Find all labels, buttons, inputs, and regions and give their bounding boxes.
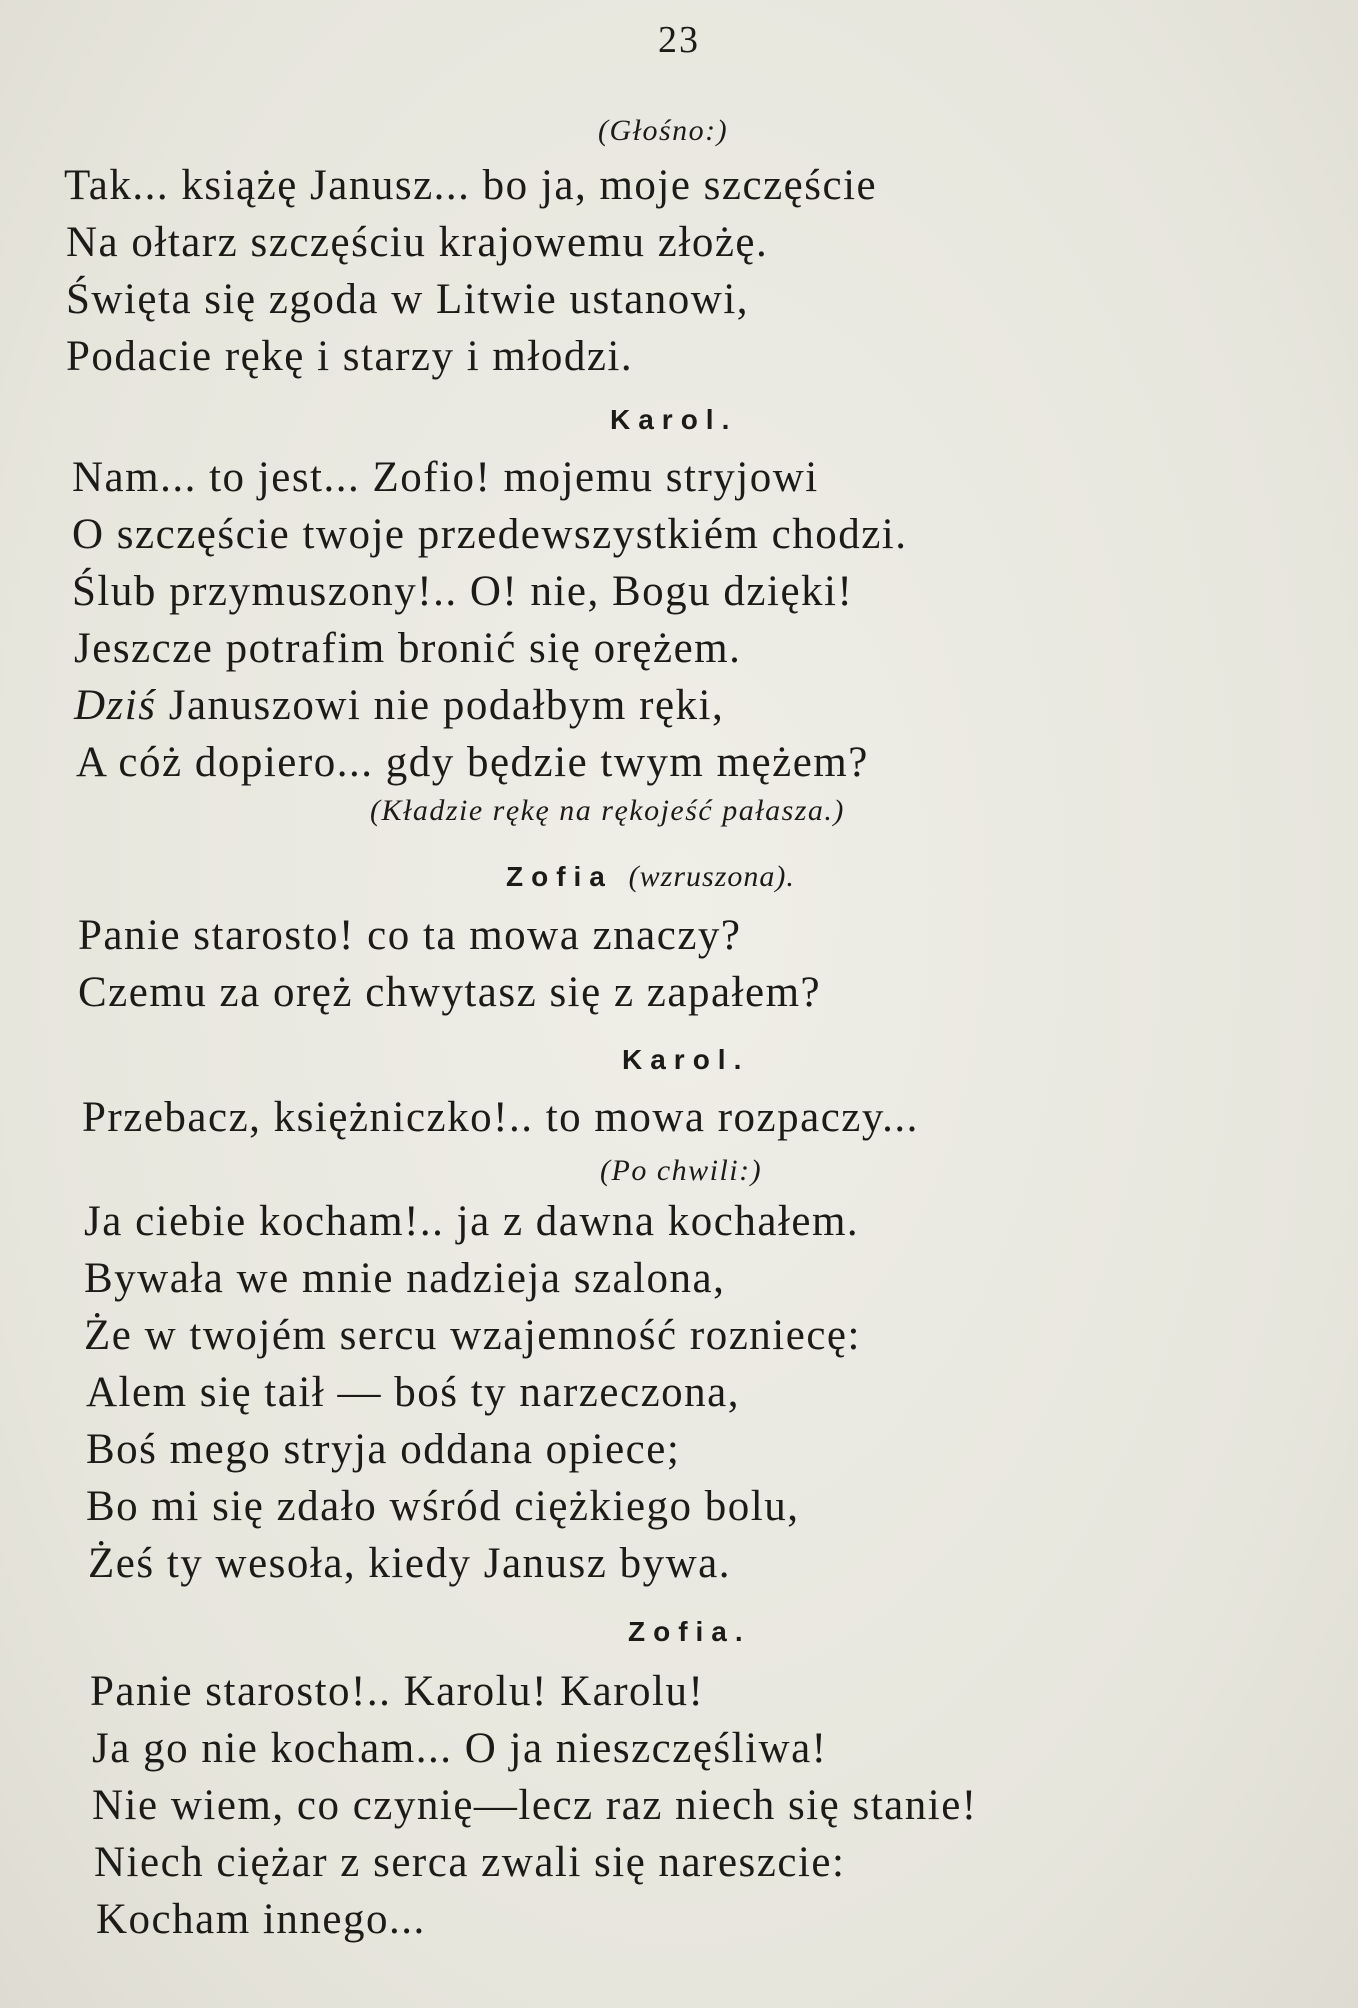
- stage-direction: (Po chwili:): [600, 1154, 763, 1187]
- verse-line: Bo mi się zdało wśród ciężkiego bolu,: [86, 1483, 800, 1530]
- verse-line: Niech ciężar z serca zwali się nareszcie:: [94, 1839, 846, 1886]
- verse-line: Że w twojém sercu wzajemność rozniecę:: [84, 1312, 861, 1359]
- speaker-name: Karol.: [622, 1044, 750, 1075]
- verse-line: Jeszcze potrafim bronić się orężem.: [74, 625, 742, 672]
- speaker-name: [506, 862, 795, 892]
- verse-line: O szczęście twoje przedewszystkiém chodzi.: [72, 511, 908, 558]
- verse-line: Nam... to jest... Zofio! mojemu stryjowi: [72, 454, 819, 501]
- verse-line: Żeś ty wesoła, kiedy Janusz bywa.: [88, 1540, 731, 1587]
- verse-line: Przebacz, księżniczko!.. to mowa rozpaczy...: [82, 1094, 919, 1141]
- verse-line: A cóż dopiero... gdy będzie twym mężem?: [76, 739, 869, 786]
- verse-line: Ja ciebie kocham!.. ja z dawna kochałem.: [84, 1198, 860, 1245]
- speaker-name: Karol.: [610, 404, 738, 435]
- speaker-label: Zofia: [506, 861, 613, 892]
- verse-line: Kocham innego...: [96, 1896, 426, 1943]
- verse-line: [74, 684, 724, 727]
- italic-word: Dziś: [74, 682, 157, 729]
- stage-direction: (Kładzie rękę na rękojeść pałasza.): [370, 794, 845, 827]
- verse-line-rest: Januszowi nie podałbym ręki,: [156, 682, 725, 729]
- verse-line: Panie starosto! co ta mowa znaczy?: [78, 912, 742, 959]
- verse-line: Tak... książę Janusz... bo ja, moje szczęście: [64, 162, 878, 209]
- verse-line: Alem się taił — boś ty narzeczona,: [86, 1369, 740, 1416]
- stage-direction: (Głośno:): [598, 114, 729, 147]
- verse-line: Na ołtarz szczęściu krajowemu złożę.: [66, 219, 769, 266]
- verse-line: Ślub przymuszony!.. O! nie, Bogu dzięki!: [72, 568, 854, 615]
- verse-line: Panie starosto!.. Karolu! Karolu!: [90, 1668, 705, 1715]
- verse-line: Boś mego stryja oddana opiece;: [86, 1426, 681, 1473]
- verse-line: Podacie rękę i starzy i młodzi.: [66, 333, 634, 380]
- speaker-note: (wzruszona).: [628, 860, 795, 893]
- verse-line: Ja go nie kocham... O ja nieszczęśliwa!: [92, 1725, 828, 1772]
- speaker-name: Zofia.: [628, 1616, 751, 1647]
- page-number: 23: [658, 19, 700, 61]
- verse-line: Bywała we mnie nadzieja szalona,: [84, 1255, 726, 1302]
- verse-line: Święta się zgoda w Litwie ustanowi,: [66, 276, 750, 323]
- verse-line: Czemu za oręż chwytasz się z zapałem?: [78, 969, 822, 1016]
- verse-line: Nie wiem, co czynię—lecz raz niech się stanie!: [92, 1782, 978, 1829]
